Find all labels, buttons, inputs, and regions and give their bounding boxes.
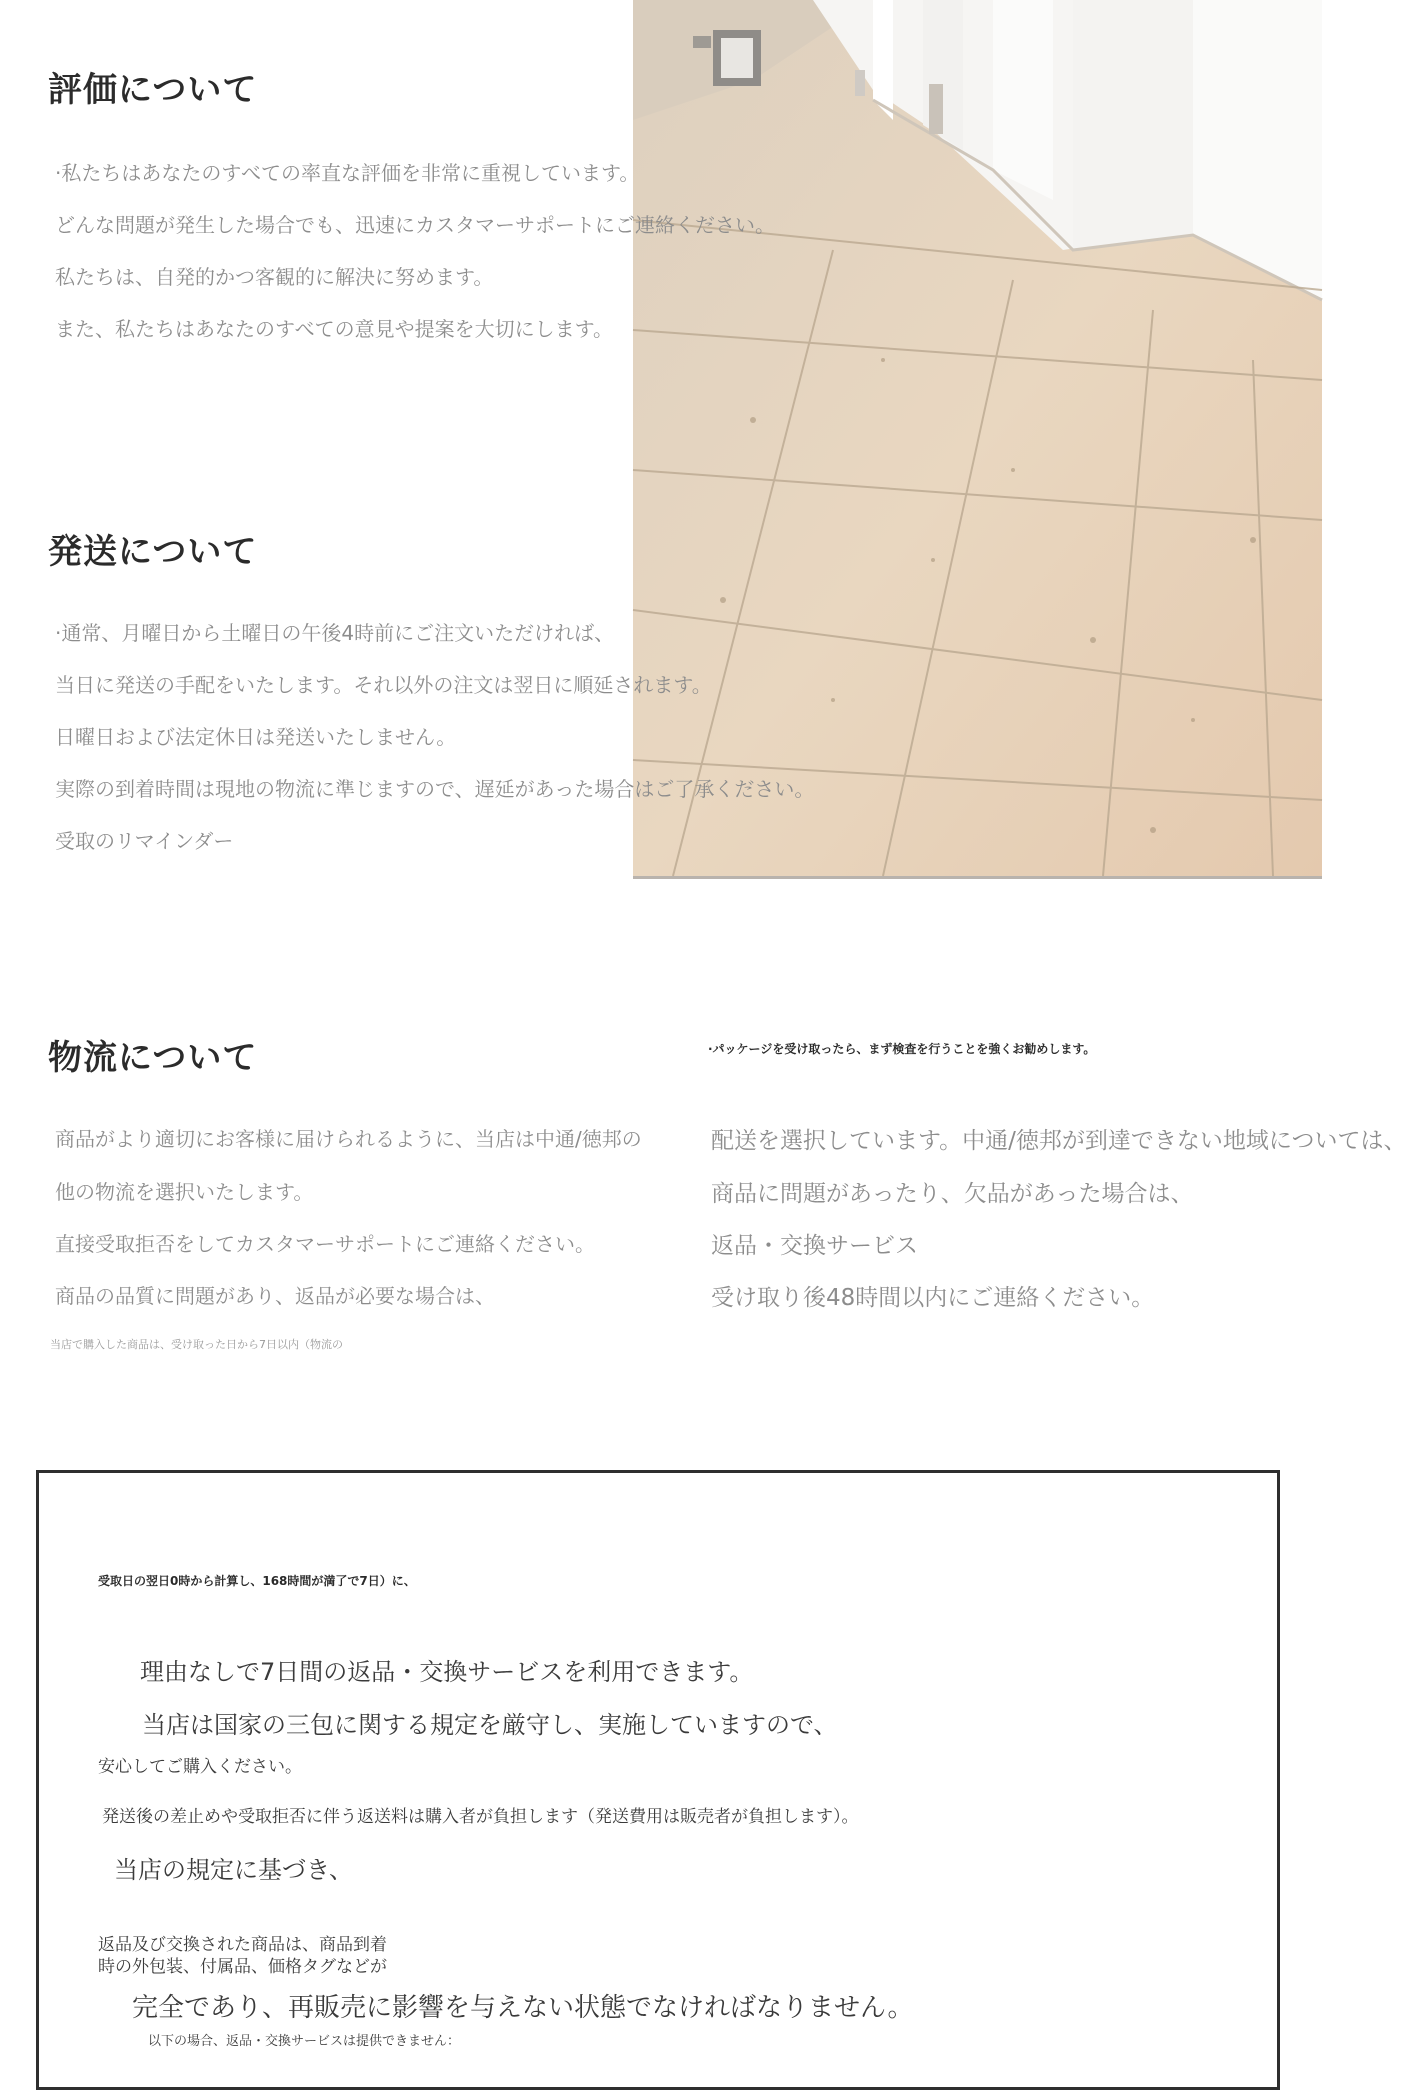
logistics-right-line-4: 受け取り後48時間以内にご連絡ください。 <box>711 1285 1155 1311</box>
shipping-title: 発送について <box>48 532 258 572</box>
notice-line-6: 当店の規定に基づき、 <box>114 1856 354 1884</box>
evaluation-title: 評価について <box>48 70 258 110</box>
logistics-left-line-1: 商品がより適切にお客様に届けられるように、当店は中通/徳邦の <box>55 1127 642 1151</box>
notice-line-3: 当店は国家の三包に関する規定を厳守し、実施していますので、 <box>142 1711 838 1739</box>
shipping-line-3: 日曜日および法定休日は発送いたしません。 <box>55 725 457 749</box>
logistics-left-small: 当店で購入した商品は、受け取った日から7日以内（物流の <box>50 1338 343 1351</box>
evaluation-line-3: 私たちは、自発的かつ客観的に解決に努めます。 <box>55 265 494 289</box>
shipping-line-5: 受取のリマインダー <box>55 829 234 853</box>
evaluation-line-1: ·私たちはあなたのすべての率直な評価を非常に重視しています。 <box>55 161 640 185</box>
shipping-line-4: 実際の到着時間は現地の物流に準じますので、遅延があった場合はご了承ください。 <box>55 777 815 801</box>
notice-line-1: 受取日の翌日0時から計算し、168時間が満了で7日）に、 <box>98 1574 416 1588</box>
logistics-right-line-3: 返品・交換サービス <box>711 1233 918 1259</box>
logistics-left-line-3: 直接受取拒否をしてカスタマーサポートにご連絡ください。 <box>55 1232 595 1256</box>
logistics-right-line-2: 商品に問題があったり、欠品があった場合は、 <box>711 1181 1194 1207</box>
logistics-title: 物流について <box>48 1038 258 1078</box>
shipping-line-1: ·通常、月曜日から土曜日の午後4時前にご注文いただければ、 <box>55 621 615 645</box>
notice-line-4: 安心してご購入ください。 <box>98 1757 302 1777</box>
corridor-floor-photo <box>633 0 1322 879</box>
shipping-line-2: 当日に発送の手配をいたします。それ以外の注文は翌日に順延されます。 <box>55 673 712 697</box>
logistics-left-line-4: 商品の品質に問題があり、返品が必要な場合は、 <box>55 1284 495 1308</box>
notice-line-8: 完全であり、再販売に影響を与えない状態でなければなりません。 <box>132 1993 914 2023</box>
notice-line-5: 発送後の差止めや受取拒否に伴う返送料は購入者が負担します（発送費用は販売者が負担します）。 <box>102 1807 859 1827</box>
notice-line-7a: 返品及び交換された商品は、商品到着 <box>98 1935 387 1955</box>
logistics-inspection-note: ·パッケージを受け取ったら、まず検査を行うことを強くお勧めします。 <box>708 1042 1096 1056</box>
notice-line-2: 理由なしで7日間の返品・交換サービスを利用できます。 <box>140 1658 754 1686</box>
logistics-left-line-2: 他の物流を選択いたします。 <box>55 1180 314 1204</box>
evaluation-line-2: どんな問題が発生した場合でも、迅速にカスタマーサポートにご連絡ください。 <box>55 213 775 237</box>
notice-line-7b: 時の外包装、付属品、価格タグなどが <box>98 1957 387 1977</box>
logistics-right-line-1: 配送を選択しています。中通/徳邦が到達できない地域については、 <box>711 1128 1406 1154</box>
notice-line-9: 以下の場合、返品・交換サービスは提供できません： <box>148 2034 461 2049</box>
evaluation-line-4: また、私たちはあなたのすべての意見や提案を大切にします。 <box>55 317 613 341</box>
